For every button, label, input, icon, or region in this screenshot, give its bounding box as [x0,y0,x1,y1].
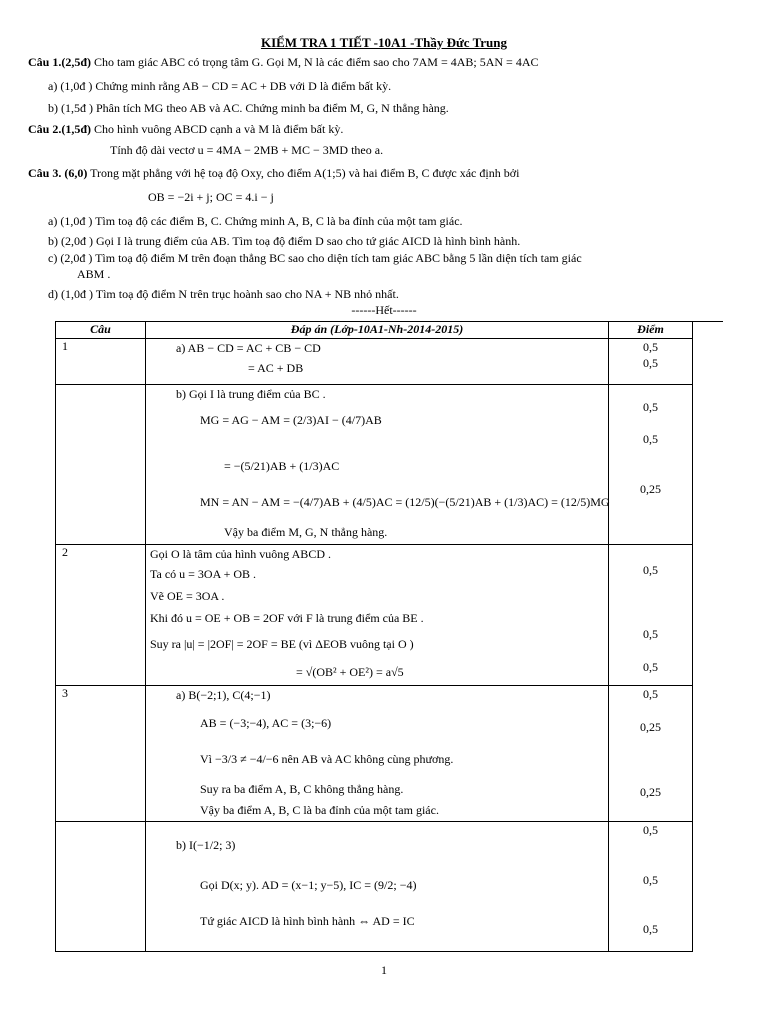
answer-line: Suy ra ba điểm A, B, C không thẳng hàng. [200,782,404,796]
question-3b: b) (2,0đ ) Gọi I là trung điểm của AB. Tìm toạ độ điểm D sao cho tứ giác AICD là hình bình hành. [48,234,521,248]
question-1b: b) (1,5đ ) Phân tích MG theo AB và AC. Chứng minh ba điểm M, G, N thẳng hàng. [48,101,449,115]
score: 0,5 [643,340,658,354]
score: 0,25 [640,720,661,734]
answer-line: = √(OB² + OE²) = a√5 [296,665,404,679]
question-1 [28,55,539,70]
question-2-label: Câu 2.(1,5đ) [28,122,92,136]
header-cau: Câu [56,322,146,339]
score: 0,5 [643,563,658,577]
answer-line: a) B(−2;1), C(4;−1) [176,688,271,702]
table-row [56,686,693,822]
table-row [56,545,693,686]
question-1a: a) (1,0đ ) Chứng minh rằng AB − CD = AC + DB với D là điểm bất kỳ. [48,79,392,93]
end-divider: ------Hết------ [351,303,417,317]
question-1-text: Cho tam giác ABC có trọng tâm G. Gọi M, N là các điểm sao cho 7AM = 4AB; 5AN = 4AC [94,55,539,69]
answer-line: Ta có u = 3OA + OB . [150,567,257,581]
answer-line: b) Gọi I là trung điểm của BC . [176,387,326,401]
question-3a: a) (1,0đ ) Tìm toạ độ các điểm B, C. Chứng minh A, B, C là ba đỉnh của một tam giác. [48,214,463,228]
answer-line: Khi đó u = OE + OB = 2OF với F là trung điểm của BE . [150,611,424,625]
question-3-text: Trong mặt phẳng với hệ toạ độ Oxy, cho điểm A(1;5) và hai điểm B, C được xác định bởi [90,166,520,180]
row-number: 2 [62,545,68,559]
score: 0,5 [643,400,658,414]
answer-line: = −(5/21)AB + (1/3)AC [224,459,340,473]
answer-line: AB = (−3;−4), AC = (3;−6) [200,716,332,730]
answer-line: Gọi O là tâm của hình vuông ABCD . [150,547,331,561]
page-title: KIỂM TRA 1 TIẾT -10A1 -Thầy Đức Trung [260,35,508,50]
answer-line: a) AB − CD = AC + CB − CD [176,341,321,355]
answer-line: MN = AN − AM = −(4/7)AB + (4/5)AC = (12/5)(−(5/21)AB + (1/3)AC) = (12/5)MG [200,495,610,509]
score: 0,25 [640,785,661,799]
answer-line: Vậy ba điểm M, G, N thẳng hàng. [224,525,388,539]
table-row [56,339,693,385]
table-row [56,822,693,952]
question-2 [28,122,343,137]
answer-line: Vì −3/3 ≠ −4/−6 nên AB và AC không cùng phương. [200,752,454,766]
question-3c-continued: ABM . [77,267,111,281]
answer-line: = AC + DB [248,361,304,375]
score: 0,25 [640,482,661,496]
question-3 [28,166,519,181]
answer-line: Vậy ba điểm A, B, C là ba đỉnh của một tam giác. [200,803,439,817]
question-3c: c) (2,0đ ) Tìm toạ độ điểm M trên đoạn thẳng BC sao cho diện tích tam giác ABC bằng 5 lần diện tích tam giác [48,251,582,265]
header-rule-extension [693,321,723,322]
header-dap-an: Đáp án (Lớp-10A1-Nh-2014-2015) [146,322,609,339]
row-number: 1 [62,339,68,353]
score: 0,5 [643,627,658,641]
question-1-label: Câu 1.(2,5đ) [28,55,92,69]
score: 0,5 [643,660,658,674]
page-number: 1 [381,963,387,977]
answer-line: Gọi D(x; y). AD = (x−1; y−5), IC = (9/2; −4) [200,878,417,892]
header-diem: Điểm [609,322,693,339]
answer-line: b) I(−1/2; 3) [176,838,236,852]
answer-line: Tứ giác AICD là hình bình hành ⇔ AD = IC [200,914,415,928]
score: 0,5 [643,823,658,837]
answer-line: Suy ra |u| = |2OF| = 2OF = BE (vì ΔEOB vuông tại O ) [150,637,414,651]
question-2-line2: Tính độ dài vectơ u = 4MA − 2MB + MC − 3MD theo a. [110,143,384,157]
question-3-vectors: OB = −2i + j; OC = 4.i − j [148,190,274,204]
score: 0,5 [643,922,658,936]
question-2-text: Cho hình vuông ABCD cạnh a và M là điểm bất kỳ. [94,122,344,136]
answer-line: Vẽ OE = 3OA . [150,589,225,603]
table-header-row [56,322,693,339]
score: 0,5 [643,356,658,370]
answer-table [55,321,693,952]
table-row [56,385,693,545]
question-3-label: Câu 3. (6,0) [28,166,88,180]
answer-line: MG = AG − AM = (2/3)AI − (4/7)AB [200,413,382,427]
score: 0,5 [643,873,658,887]
row-number: 3 [62,686,68,700]
score: 0,5 [643,432,658,446]
question-3d: d) (1,0đ ) Tìm toạ độ điểm N trên trục hoành sao cho NA + NB nhỏ nhất. [48,287,399,301]
score: 0,5 [643,687,658,701]
